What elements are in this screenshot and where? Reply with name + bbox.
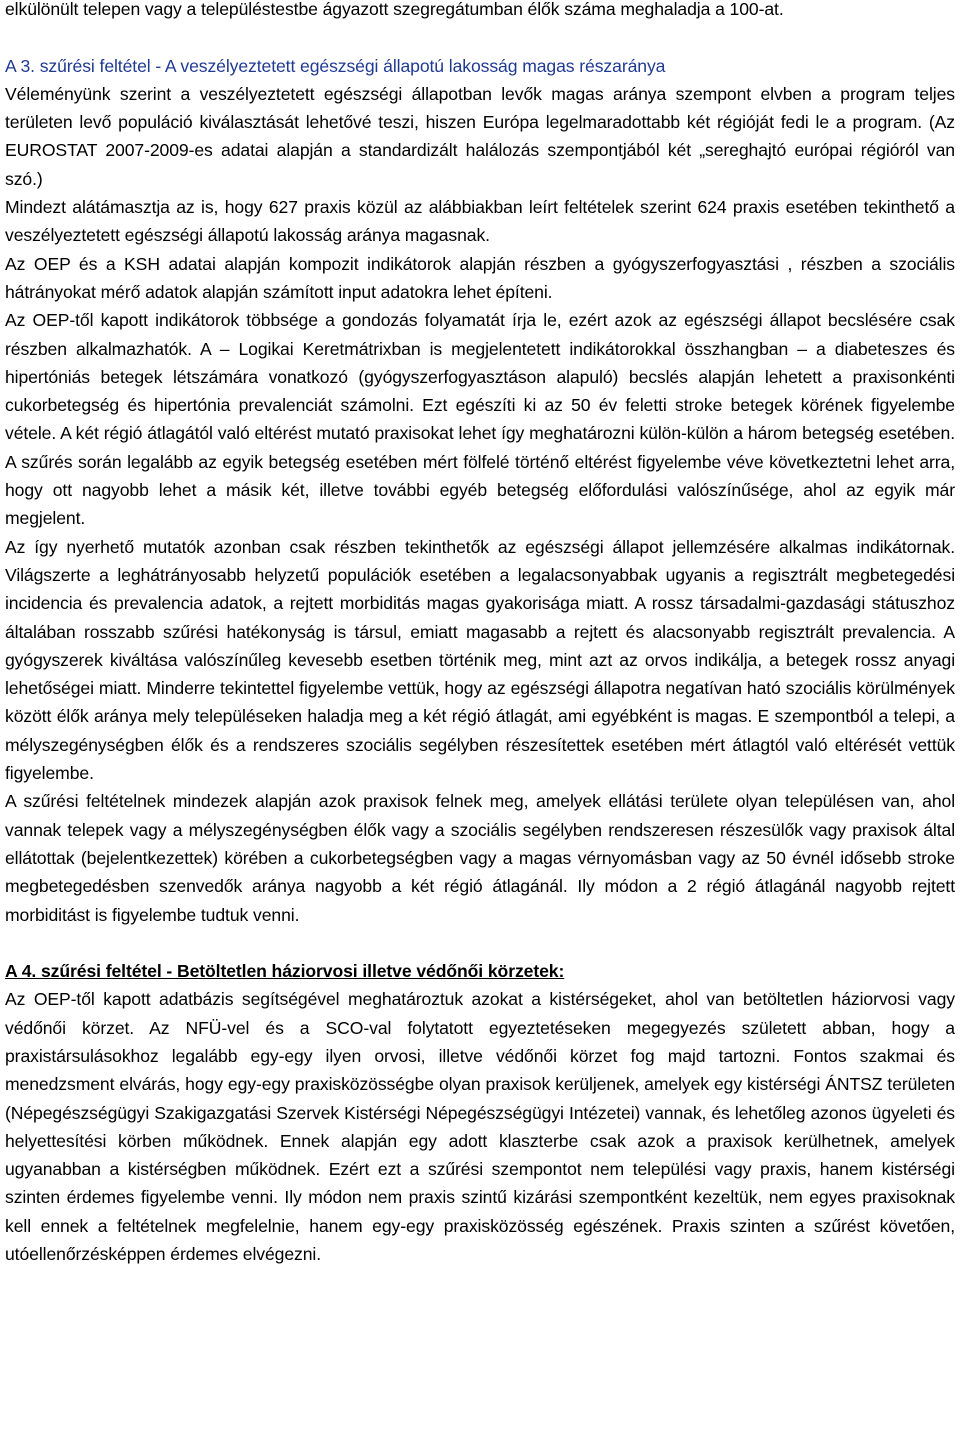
section-4-paragraph: Az OEP-től kapott adatbázis segítségével meghatároztuk azokat a kistérségeket, ahol van betöltetlen háziorvosi vagy védőnői körzet. Az NFÜ-vel és a SCO-val folytatott egyeztetéseken megegyezés született abban, hogy a praxistársulásokhoz legalább egy-egy ilyen orvosi, illetve védőnői körzet fog majd tartozni. Fontos szakmai és menedzsment elvárás, hogy egy-egy praxisközösségbe olyan praxisok kerüljenek, amelyek egy kistérségi ÁNTSZ területen (Népegészségügyi Szakigazgatási Szervek Kistérségi Népegészségügyi Intézetei) vannak, és lehetőleg azonos ügyeleti és helyettesítési körben működnek. Ennek alapján egy adott klaszterbe csak azok a praxisok kerülhetnek, amelyek ugyanabban a kistérségben működnek. Ezért ezt a szűrési szempontot nem települési vagy praxis, hanem kistérségi szinten érdemes figyelembe venni. Ily módon nem praxis szintű kizárási szempontként kezeltük, nem egyes praxisoknak kell ennek a feltételnek megfelelnie, hanem egy-egy praxisközösség egészének. Praxis szinten a szűrést követően, utóellenőrzésképpen érdemes elvégezni.	[5, 989, 955, 1265]
section-3-paragraph-4: Az OEP-től kapott indikátorok többsége a gondozás folyamatát írja le, ezért azok az egészségi állapot becslésére csak részben alkalmazhatók. A – Logikai Keretmátrixban is megjelentetett indikátorokkal összhangban – a diabeteszes és hipertóniás betegek létszámára vonatkozó (gyógyszerfogyasztáson alapuló) becslés alapján lehetett a praxisonkénti cukorbetegség és hipertónia prevalenciát számolni. Ezt egészíti ki az 50 év feletti stroke betegek körének figyelembe vétele. A két régió átlagától való eltérést mutató praxisokat lehet így meghatározni külön-külön a három betegség esetében. A szűrés során legalább az egyik betegség esetében mért fölfelé történő eltérést figyelembe véve következtetni lehet arra, hogy ott nagyobb lehet a másik két, illetve további egyéb betegség előfordulási valószínűsége, ahol az egyik már megjelent.	[5, 310, 955, 529]
spacer	[5, 23, 955, 51]
section-3-heading: A 3. szűrési feltétel - A veszélyeztetett egészségi állapotú lakosság magas részaránya	[5, 55, 666, 76]
section-3-paragraph-2: Mindezt alátámasztja az is, hogy 627 praxis közül az alábbiakban leírt feltételek szerint 624 praxis esetében tekinthető a veszélyeztetett egészségi állapotú lakosság aránya magasnak.	[5, 197, 955, 246]
section-3-paragraph-6: A szűrési feltételnek mindezek alapján azok praxisok felnek meg, amelyek ellátási területe olyan településen van, ahol vannak telepek vagy a mélyszegénységben élők vagy a szociális segélyben rendszeresen részesülők vagy praxisok által ellátottak (bejelentkezettek) körében a cukorbetegségben vagy a magas vérnyomásban vagy az 50 évnél idősebb stroke megbetegedésben szenvedők aránya nagyobb a két régió átlagánál. Ily módon a 2 régió átlagánál nagyobb rejtett morbiditást is figyelembe tudtuk venni.	[5, 791, 955, 925]
section-3-paragraph-3: Az OEP és a KSH adatai alapján kompozit indikátorok alapján részben a gyógyszerfogyasztási , részben a szociális hátrányokat mérő adatok alapján számított input adatokra lehet építeni.	[5, 253, 955, 302]
spacer	[5, 929, 955, 957]
section-4-heading: A 4. szűrési feltétel - Betöltetlen háziorvosi illetve védőnői körzetek:	[5, 961, 565, 982]
section-3-paragraph-1: Véleményünk szerint a veszélyeztetett egészségi állapotban levők magas aránya szempont elvben a program teljes területen levő populáció kiválasztását lehetővé teszi, hiszen Európa legelmaradottabb két régióját fedi le a program. (Az EUROSTAT 2007-2009-es adatai alapján a standardizált halálozás szempontjából két „sereghajtó európai régióról van szó.)	[5, 83, 955, 189]
document-page	[5, 0, 955, 1268]
intro-paragraph: elkülönült telepen vagy a településtestbe ágyazott szegregátumban élők száma meghaladja a 100-at.	[5, 0, 784, 19]
section-3-paragraph-5: Az így nyerhető mutatók azonban csak részben tekinthetők az egészségi állapot jellemzésére alkalmas indikátornak. Világszerte a leghátrányosabb helyzetű populációk esetében a legalacsonyabbak ugyanis a regisztrált megbetegedési incidencia és prevalencia adatok, a rejtett morbiditás magas gyakorisága miatt. A rossz társadalmi-gazdasági státuszhoz általában rosszabb szűrési hatékonyság is társul, emiatt magasabb a rejtett és alacsonyabb regisztrált prevalencia. A gyógyszerek kiváltása valószínűleg kevesebb esetben történik meg, mint azt az orvos indikálja, a betegek rossz anyagi lehetőségei miatt. Minderre tekintettel figyelembe vettük, hogy az egészségi állapotra negatívan ható szociális körülmények között élők aránya mely településeken haladja meg a két régió átlagát, ami egyébként is magas. E szempontból a telepi, a mélyszegénységben élők és a rendszeres szociális segélyben részesítettek esetében mért átlagtól való eltérését vettük figyelembe.	[5, 536, 955, 784]
